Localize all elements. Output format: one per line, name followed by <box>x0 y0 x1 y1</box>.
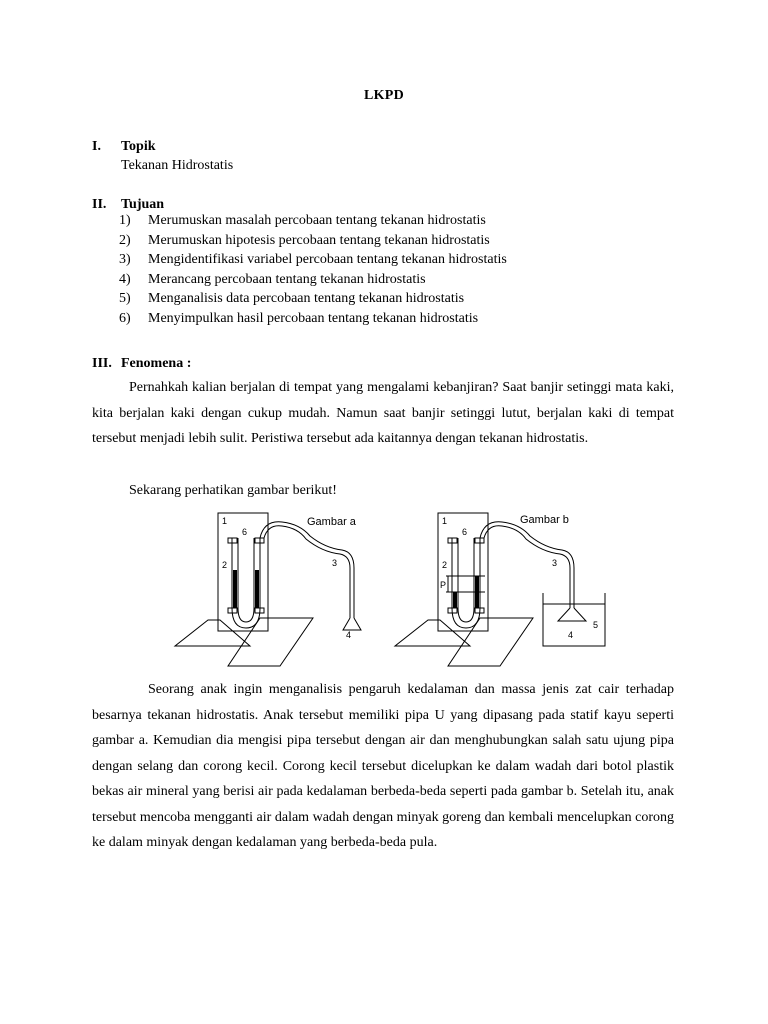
section-heading-tujuan: Tujuan <box>121 197 165 212</box>
liquid-column <box>475 576 479 608</box>
caption-gambar-a: Gambar a <box>307 516 356 528</box>
list-text: Merumuskan masalah percobaan tentang tekanan hidrostatis <box>148 213 486 228</box>
stand-base-right <box>228 618 313 666</box>
section-topic-text: Tekanan Hidrostatis <box>121 158 234 173</box>
label-3: 3 <box>332 558 338 568</box>
u-tube-inner <box>238 538 254 622</box>
label-5: 5 <box>593 620 599 630</box>
stand-base-right <box>448 618 533 666</box>
funnel <box>558 608 586 621</box>
list-number: 4) <box>119 271 131 287</box>
label-1: 1 <box>222 516 228 526</box>
liquid-column <box>233 570 237 608</box>
label-4: 4 <box>346 630 352 640</box>
liquid-column <box>453 592 457 608</box>
document-title: LKPD <box>363 88 405 103</box>
caption-gambar-b: Gambar b <box>520 514 569 526</box>
hose-inner <box>264 526 350 618</box>
u-tube-inner <box>458 538 474 622</box>
hose <box>260 522 354 618</box>
funnel <box>343 618 361 630</box>
instruction-paragraph: Sekarang perhatikan gambar berikut! <box>129 483 337 498</box>
list-text: Menganalisis data percobaan tentang tekanan hidrostatis <box>148 291 465 306</box>
section-heading-topik: Topik <box>121 139 156 154</box>
list-text: Mengidentifikasi variabel percobaan tentang tekanan hidrostatis <box>148 252 507 267</box>
stand-base-left <box>175 620 250 646</box>
experiment-paragraph: Seorang anak ingin menganalisis pengaruh kedalaman dan massa jenis zat cair terhadap besarnya tekanan hidrostatis. Anak tersebut memiliki pipa U yang dipasang pada statif kayu seperti gambar a. Kemudian dia mengisi pipa tersebut dengan air dan menghubungkan salah satu ujung pipa dengan selang dan corong kecil. Corong kecil tersebut dicelupkan ke dalam wadah dari botol plastik bekas air mineral yang berisi air pada kedalaman berbeda-beda seperti pada gambar b. Setelah itu, anak tersebut mencoba mengganti air dalam wadah dengan minyak goreng dan kembali mencelupkan corong ke dalam minyak dengan kedalaman yang berbeda-beda pula. <box>92 682 674 850</box>
list-number: 3) <box>119 252 131 267</box>
section-heading-fenomena: Fenomena : <box>121 356 192 371</box>
section-number-3: III. <box>92 356 112 371</box>
experiment-figure <box>160 508 610 673</box>
label-2: 2 <box>442 560 448 570</box>
list-text: Menyimpulkan hasil percobaan tentang tekanan hidrostatis <box>148 310 479 326</box>
label-1: 1 <box>442 516 448 526</box>
label-4: 4 <box>568 630 574 640</box>
section-number-2: II. <box>92 197 107 212</box>
section-number-1: I. <box>92 139 101 154</box>
list-number: 5) <box>119 291 131 306</box>
list-number: 6) <box>119 310 131 326</box>
list-number: 1) <box>119 213 131 228</box>
label-3: 3 <box>552 558 558 568</box>
liquid-column <box>255 570 259 608</box>
list-text: Merancang percobaan tentang tekanan hidrostatis <box>148 271 426 287</box>
list-text: Merumuskan hipotesis percobaan tentang tekanan hidrostatis <box>148 232 490 248</box>
list-number: 2) <box>119 232 131 248</box>
hose <box>480 522 574 608</box>
stand-base-left <box>395 620 470 646</box>
fenomena-paragraph: Pernahkah kalian berjalan di tempat yang mengalami kebanjiran? Saat banjir setinggi mata kaki, kita berjalan kaki dengan cukup mudah. Namun saat banjir setinggi lutut, berjalan kaki di tempat tersebut menjadi lebih sulit. Peristiwa tersebut ada kaitannya dengan tekanan hidrostatis. <box>92 380 674 446</box>
label-6: 6 <box>242 527 248 537</box>
label-p: P <box>440 580 447 590</box>
label-2: 2 <box>222 560 228 570</box>
u-tube-manometer-diagram <box>160 508 610 673</box>
label-6: 6 <box>462 527 468 537</box>
hose-inner <box>484 526 570 608</box>
